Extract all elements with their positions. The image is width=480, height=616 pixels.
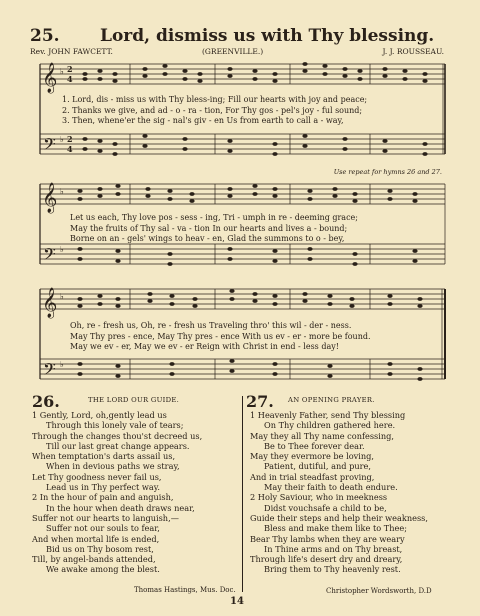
hymn-25-number: 25. [30, 26, 60, 46]
verse-line: Bear Thy lambs when they are weary [250, 533, 405, 544]
verse-line: Suffer not our hearts to languish,— [32, 512, 179, 523]
hymn-27-title: AN OPENING PRAYER. [288, 396, 375, 404]
lyric-line: 3. Then, whene'er the sig - nal's giv - en Us from earth to call a - way, [62, 116, 344, 125]
flat-sign-icon: ♭ [60, 187, 64, 196]
treble-clef-icon: 𝄞 [42, 63, 58, 93]
system-2-lyrics [70, 213, 358, 245]
lyric-line: May we ev - er, May we ev - er Reign with Christ in end - less day! [70, 342, 339, 351]
system-3-lyrics [70, 321, 371, 353]
treble-clef-icon: 𝄞 [42, 183, 58, 213]
lyric-line: May Thy pres - ence, May Thy pres - ence With us ev - er - more be found. [70, 331, 371, 341]
repeat-note: Use repeat for hymns 26 and 27. [333, 168, 442, 176]
flat-sign-icon: ♭ [60, 292, 64, 301]
verse-line: Be to Thee forever dear. [264, 440, 365, 451]
page-number: 14 [230, 596, 244, 607]
verse-line: 2 Holy Saviour, who in meekness [250, 492, 388, 503]
lyric-line: 1. Lord, dis - miss us with Thy bless-ing; Fill our hearts with joy and peace; [62, 95, 368, 104]
verse-line: 1 Heavenly Father, send Thy blessing [250, 410, 406, 420]
verse-line: When in devious paths we stray, [46, 461, 180, 472]
lyric-line: Let us each, Thy love pos - sess - ing, Tri - umph in re - deeming grace; [70, 213, 358, 222]
svg-text:4: 4 [67, 74, 73, 84]
verse-line: Till, by angel-bands attended, [32, 554, 156, 565]
verse-line: 2 In the hour of pain and anguish, [32, 492, 174, 503]
verse-line: In the hour when death draws near, [46, 502, 195, 513]
hymn-26-attribution: Thomas Hastings, Mus. Doc. [134, 586, 236, 594]
bass-clef-icon: 𝄢 [43, 359, 56, 383]
hymn-27-attribution: Christopher Wordsworth, D.D [326, 587, 432, 595]
hymn-26-verses [32, 410, 202, 575]
hymn-25-title: Lord, dismiss us with Thy blessing. [100, 26, 435, 46]
hymn-27-number: 27. [246, 392, 274, 411]
bass-clef-icon: 𝄢 [43, 244, 56, 268]
verse-line: Through life's desert dry and dreary, [250, 554, 403, 565]
verse-line: Patient, dutiful, and pure, [264, 461, 371, 472]
verse-line: Guide their steps and help their weakness, [250, 512, 428, 523]
flat-sign-icon: ♭ [60, 360, 64, 369]
verse-line: And in trial steadfast proving, [250, 471, 375, 482]
verse-line: Bless and make them like to Thee; [264, 523, 407, 534]
tune-name: (GREENVILLE.) [202, 47, 264, 56]
lyric-line: Oh, re - fresh us, Oh, re - fresh us Traveling thro' this wil - der - ness. [70, 321, 352, 330]
flat-sign-icon: ♭ [60, 67, 64, 76]
verse-line: We awake among the blest. [46, 564, 160, 575]
verse-line: Suffer not our souls to fear, [46, 523, 160, 534]
system-1-lyrics [62, 95, 367, 127]
lyric-line: Borne on an - gels' wings to heav - en, Glad the summons to o - bey, [70, 234, 345, 243]
treble-clef-icon: 𝄞 [42, 288, 58, 318]
verse-line: May they all Thy name confessing, [250, 430, 394, 441]
verse-line: 1 Gently, Lord, oh,gently lead us [32, 410, 167, 420]
svg-text:2: 2 [67, 64, 73, 74]
hymn-26-title: THE LORD OUR GUIDE. [88, 396, 180, 404]
hymn-26-number: 26. [32, 392, 60, 411]
column-divider [242, 396, 243, 592]
verse-line: Bid us on Thy bosom rest, [46, 543, 154, 554]
composer-credit: J. J. ROUSSEAU. [382, 47, 444, 56]
verse-line: When temptation's darts assail us, [32, 451, 176, 462]
svg-text:2: 2 [67, 134, 73, 144]
verse-line: Through the changes thou'st decreed us, [32, 430, 203, 441]
verse-line: Lead us in Thy perfect way. [46, 482, 160, 493]
verse-line: Bring them to Thy heavenly rest. [264, 564, 401, 575]
verse-line: In Thine arms and on Thy breast, [264, 543, 403, 554]
bass-clef-icon: 𝄢 [43, 134, 56, 158]
verse-line: May they evermore be loving, [250, 451, 375, 462]
hymn-27-verses [250, 410, 428, 575]
flat-sign-icon: ♭ [60, 245, 64, 254]
lyric-line: 2. Thanks we give, and ad - o - ra - tion, For Thy gos - pel's joy - ful sound; [62, 105, 363, 115]
verse-line: Let Thy goodness never fail us, [32, 471, 162, 482]
verse-line: Didst vouchsafe a child to be, [264, 502, 387, 513]
author-credit: Rev. JOHN FAWCETT. [30, 47, 113, 56]
flat-sign-icon: ♭ [60, 135, 64, 144]
verse-line: And when mortal life is ended, [32, 533, 160, 544]
verse-line: Till our last great change appears. [46, 440, 190, 451]
svg-text:4: 4 [67, 144, 73, 154]
verse-line: Through this lonely vale of tears; [46, 420, 184, 431]
verse-line: May their faith to death endure. [264, 482, 398, 493]
lyric-line: May the fruits of Thy sal - va - tion In our hearts and lives a - bound; [70, 223, 348, 233]
verse-line: On Thy children gathered here. [264, 420, 396, 431]
hymn-25-header [30, 26, 450, 46]
